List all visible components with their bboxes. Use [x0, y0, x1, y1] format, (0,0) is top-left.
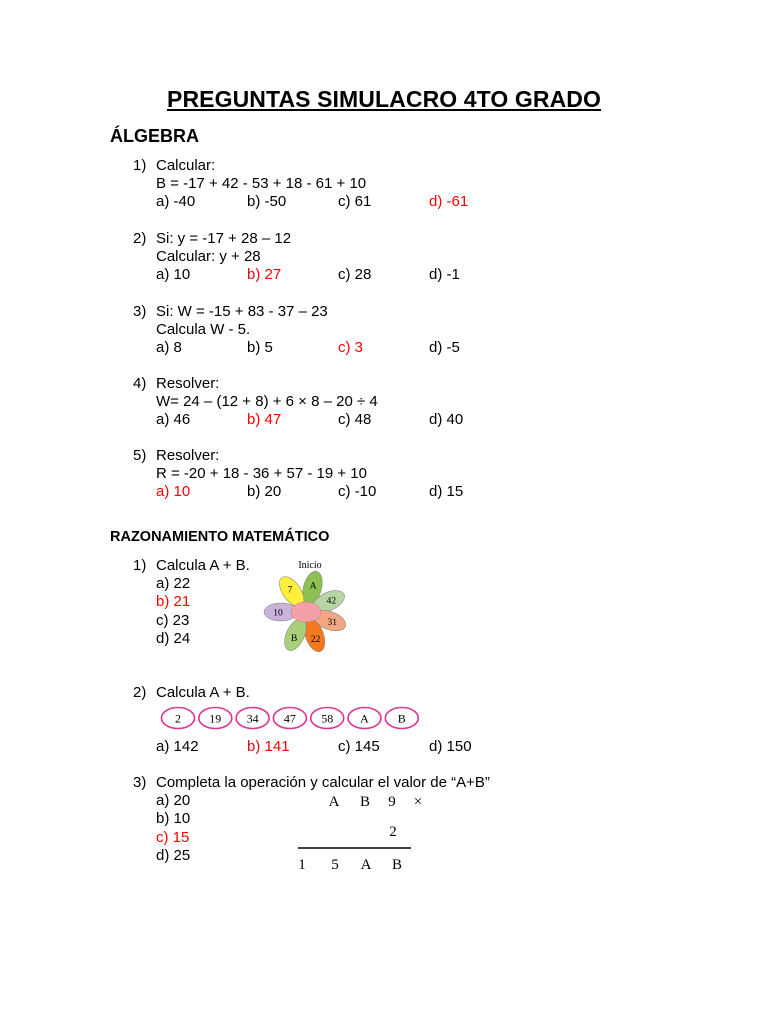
number-sequence: [158, 705, 426, 731]
flower-petal-label: 7: [287, 585, 293, 596]
question-expression: Calcular: y + 28: [156, 248, 261, 266]
question-expression: B = -17 + 42 - 53 + 18 - 61 + 10: [156, 175, 367, 193]
flower-petal-label: 42: [326, 596, 337, 607]
answer-option-correct: b) 141: [247, 738, 290, 755]
option-row: [156, 266, 460, 284]
flower-petal-label: A: [309, 581, 317, 592]
answer-option: a) 10: [156, 266, 191, 284]
answer-option-correct: a) 10: [156, 483, 191, 501]
answer-option: c) 28: [338, 266, 372, 284]
answer-option: b) -50: [247, 193, 287, 211]
flower-petal-label: 22: [310, 634, 321, 645]
answer-option-correct: b) 27: [247, 266, 282, 284]
question-expression: Calcula W - 5.: [156, 321, 251, 339]
answer-option: a) 142: [156, 738, 199, 755]
answer-option: d) 24: [156, 629, 191, 647]
answer-option-correct: c) 3: [338, 339, 364, 357]
flower-petal-label: 10: [273, 608, 283, 619]
sequence-value: 58: [321, 711, 334, 726]
result-digit: 5: [331, 857, 339, 873]
operation-digit: ×: [413, 794, 422, 810]
operation-digit: A: [328, 794, 340, 810]
option-list: [156, 575, 250, 648]
answer-option-correct: b) 21: [156, 593, 191, 611]
answer-option-correct: d) -61: [429, 193, 469, 211]
operation-digit: 9: [388, 794, 396, 810]
question-text: Calcular:: [156, 157, 216, 174]
question-body: [156, 557, 250, 648]
question-text: Si: W = -15 + 83 - 37 – 23: [156, 303, 328, 320]
answer-option: b) 10: [156, 810, 191, 828]
answer-option: c) 61: [338, 193, 372, 211]
option-row: [156, 483, 464, 501]
answer-option: b) 20: [247, 483, 282, 501]
question-body: [156, 230, 460, 285]
flower-center: [291, 602, 321, 622]
answer-option: a) 20: [156, 792, 191, 810]
flower-petal-label: B: [290, 633, 298, 644]
question-body: [156, 447, 464, 502]
option-row: [156, 193, 469, 211]
answer-option: d) -1: [429, 266, 460, 284]
sequence-value: 19: [209, 711, 222, 726]
page-title: PREGUNTAS SIMULACRO 4TO GRADO: [167, 86, 601, 112]
answer-option: a) 46: [156, 411, 191, 429]
question-body: [156, 684, 250, 702]
sequence-value: 34: [246, 711, 259, 726]
question-body: [156, 375, 464, 430]
answer-option: a) -40: [156, 193, 196, 211]
sequence-value: 47: [283, 711, 296, 726]
question-text: Completa la operación y calcular el valor de “A+B”: [156, 774, 490, 791]
flower-figure: [252, 556, 356, 656]
answer-option: d) 150: [429, 738, 472, 755]
result-digit: B: [391, 857, 403, 873]
question-text: Resolver:: [156, 375, 220, 392]
question-number: 2): [133, 230, 147, 247]
flower-start-label: Inicio: [298, 560, 322, 571]
section-heading-razonamiento: RAZONAMIENTO MATEMÁTICO: [110, 529, 330, 545]
question-text: Resolver:: [156, 447, 220, 464]
answer-option: c) 23: [156, 611, 190, 629]
result-digit: 1: [298, 857, 306, 873]
question-body: [156, 303, 460, 358]
answer-option: a) 22: [156, 575, 191, 593]
answer-option: d) 15: [429, 483, 464, 501]
option-row: [156, 339, 460, 357]
answer-option-correct: b) 47: [247, 411, 282, 429]
question-text: Calcula A + B.: [156, 684, 250, 701]
answer-option: c) 145: [338, 738, 380, 755]
question-number: 3): [133, 774, 147, 791]
operation-digit: B: [359, 794, 371, 810]
multiplier-digit: 2: [389, 824, 397, 840]
question-text: Si: y = -17 + 28 – 12: [156, 230, 292, 247]
question-expression: W= 24 – (12 + 8) + 6 × 8 – 20 ÷ 4: [156, 393, 378, 411]
answer-option: c) 48: [338, 411, 372, 429]
multiplication-figure: [292, 790, 422, 875]
answer-option: d) -5: [429, 339, 460, 357]
question-expression: R = -20 + 18 - 36 + 57 - 19 + 10: [156, 465, 367, 483]
option-row: [156, 411, 464, 429]
question-body: [156, 157, 469, 212]
answer-option: a) 8: [156, 339, 182, 357]
flower-petal-label: 31: [327, 618, 338, 629]
sequence-value: A: [360, 711, 369, 726]
answer-option: c) -10: [338, 483, 377, 501]
question-number: 5): [133, 447, 147, 464]
answer-option: d) 40: [429, 411, 464, 429]
section-heading-algebra: ÁLGEBRA: [110, 126, 199, 146]
question-number: 3): [133, 303, 147, 320]
answer-option: d) 25: [156, 846, 191, 864]
question-number: 2): [133, 684, 147, 701]
sequence-value: B: [397, 711, 406, 726]
question-text: Calcula A + B.: [156, 557, 250, 574]
answer-option: b) 5: [247, 339, 273, 357]
sequence-value: 2: [175, 711, 181, 726]
answer-option-correct: c) 15: [156, 828, 190, 846]
question-number: 1): [133, 557, 147, 574]
result-digit: A: [360, 857, 372, 873]
question-number: 1): [133, 157, 147, 174]
question-number: 4): [133, 375, 147, 392]
